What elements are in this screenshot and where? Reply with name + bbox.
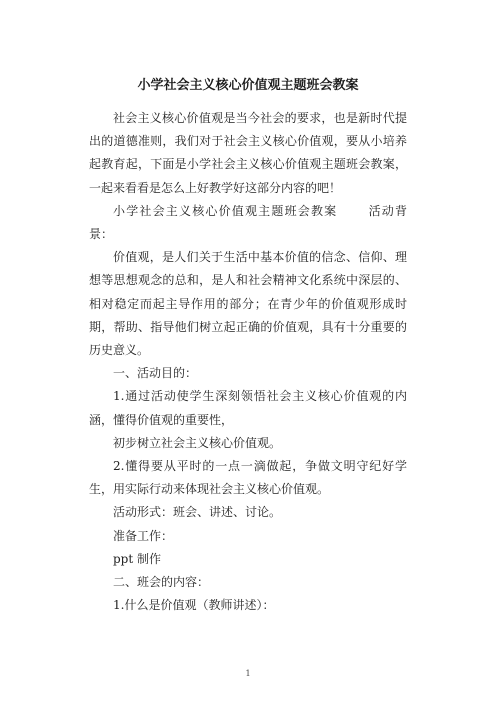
objective-1-continued: 初步树立社会主义核心价值观。 xyxy=(113,435,282,450)
page-number: 1 xyxy=(245,669,251,678)
lesson-plan-name: 小学社会主义核心价值观主题班会教案 xyxy=(113,203,338,218)
activity-background-label: 活动背景： xyxy=(89,203,407,242)
section-heading-objectives: 一、活动目的： xyxy=(113,366,198,381)
section-heading-content: 二、班会的内容： xyxy=(113,575,210,590)
document-body xyxy=(89,107,407,617)
preparation-item: ppt 制作 xyxy=(113,551,162,566)
objective-2: 2.懂得要从平时的一点一滴做起，争做文明守纪好学生，用实际行动来体现社会主义核心价值观。 xyxy=(89,459,407,497)
document-title: 小学社会主义核心价值观主题班会教案 xyxy=(137,78,359,93)
paragraph-heading-line xyxy=(89,200,407,246)
preparation-label: 准备工作： xyxy=(113,528,174,543)
content-item-1: 1.什么是价值观（教师讲述）： xyxy=(113,598,275,613)
activity-format: 活动形式：班会、讲述、讨论。 xyxy=(113,505,282,520)
objective-1: 1.通过活动使学生深刻领悟社会主义核心价值观的内涵，懂得价值观的重要性， xyxy=(89,389,407,427)
paragraph-intro: 社会主义核心价值观是当今社会的要求，也是新时代提出的道德准则，我们对于社会主义核心价值观，要从小培养起教育起，下面是小学社会主义核心价值观主题班会教案，一起来看看是怎么上好教学好这部分内容的吧！ xyxy=(89,111,407,195)
paragraph-background: 价值观，是人们关于生活中基本价值的信念、信仰、理想等思想观念的总和，是人和社会精神文化系统中深层的、相对稳定而起主导作用的部分；在青少年的价值观形成时期，帮助、指导他们树立起正确的价值观，具有十分重要的历史意义。 xyxy=(89,250,407,358)
